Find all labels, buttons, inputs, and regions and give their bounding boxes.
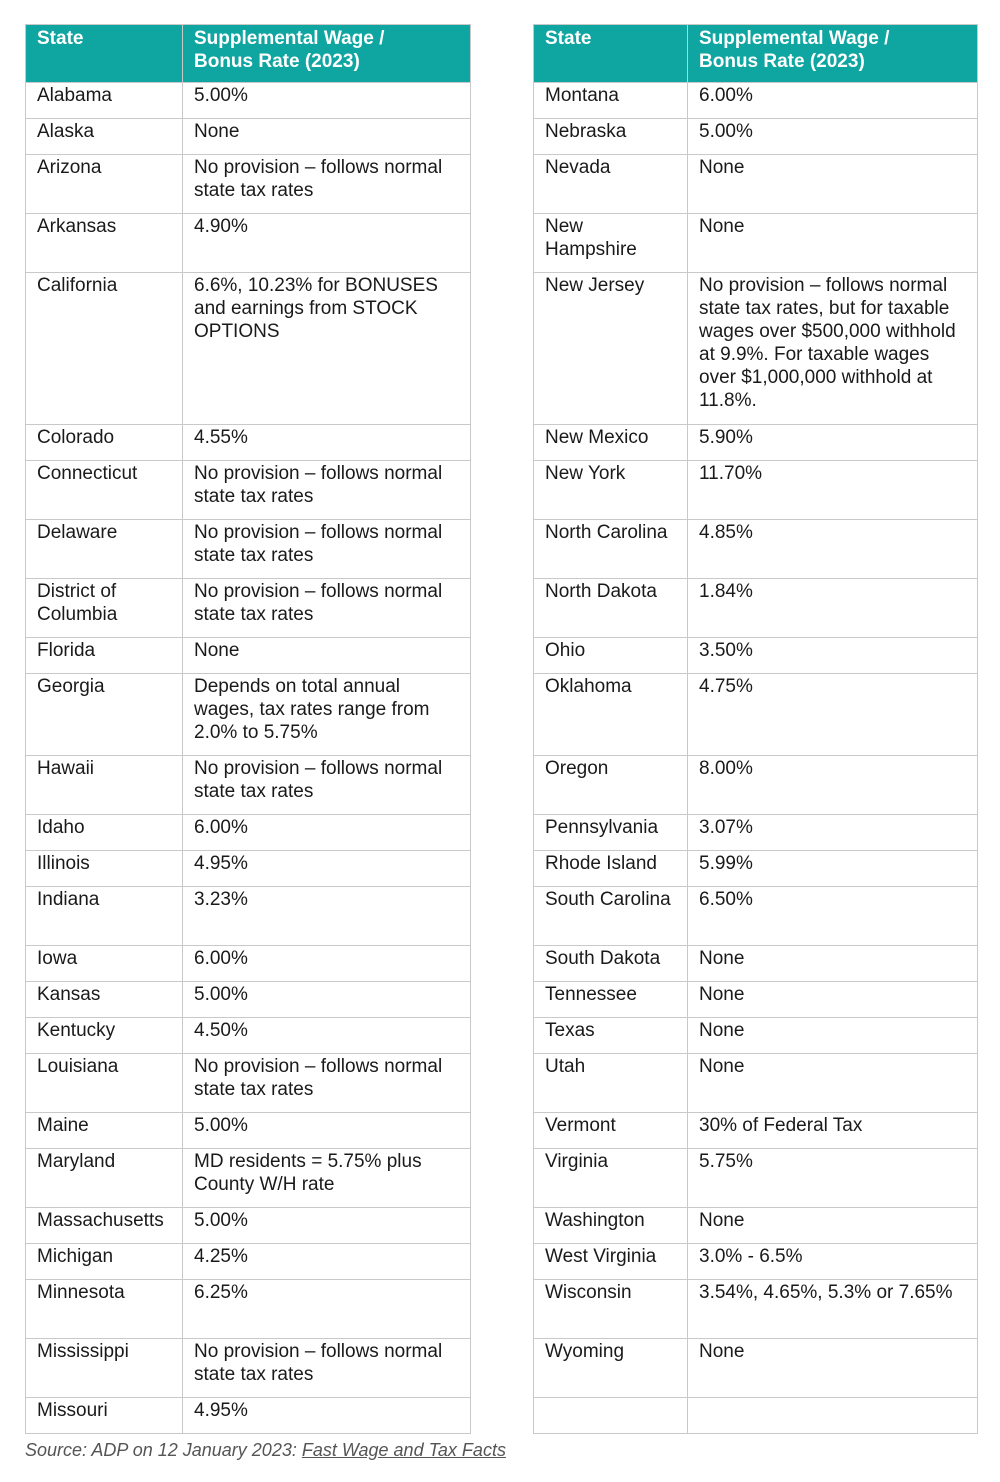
state-cell: Mississippi (26, 1339, 183, 1398)
table-row (26, 1244, 471, 1280)
rate-cell: 5.75% (688, 1149, 978, 1208)
rate-header-line1: Supplemental Wage / (194, 28, 385, 49)
state-cell: New Mexico (534, 425, 688, 461)
state-cell: Connecticut (26, 461, 183, 520)
header-row (534, 25, 978, 83)
source-note (25, 1440, 506, 1461)
rate-cell: No provision – follows normal state tax rates (183, 155, 471, 214)
state-cell: Illinois (26, 851, 183, 887)
table-row (26, 155, 471, 214)
state-cell: Idaho (26, 815, 183, 851)
rate-header-line2: Bonus Rate (2023) (194, 51, 360, 72)
rate-cell: 6.6%, 10.23% for BONUSES and earnings from STOCK OPTIONS (183, 273, 471, 425)
state-cell: Indiana (26, 887, 183, 946)
table-row (534, 1280, 978, 1339)
state-cell: Delaware (26, 520, 183, 579)
state-cell: Hawaii (26, 756, 183, 815)
rate-cell: None (688, 214, 978, 273)
table-row (26, 815, 471, 851)
rate-cell: None (183, 638, 471, 674)
rate-cell: None (688, 1054, 978, 1113)
state-cell: Kansas (26, 982, 183, 1018)
state-cell: Kentucky (26, 1018, 183, 1054)
rate-cell: 5.00% (688, 119, 978, 155)
state-cell: Florida (26, 638, 183, 674)
table-row (534, 155, 978, 214)
table-row (534, 851, 978, 887)
state-cell: North Carolina (534, 520, 688, 579)
table-row (26, 982, 471, 1018)
state-cell: Wisconsin (534, 1280, 688, 1339)
rate-cell: No provision – follows normal state tax rates (183, 520, 471, 579)
rate-cell: 30% of Federal Tax (688, 1113, 978, 1149)
state-cell: Utah (534, 1054, 688, 1113)
rate-cell: No provision – follows normal state tax rates (183, 756, 471, 815)
state-cell: North Dakota (534, 579, 688, 638)
table-row (534, 520, 978, 579)
bonus-rate-table-left (25, 24, 471, 1434)
state-cell: Colorado (26, 425, 183, 461)
table-row (26, 273, 471, 425)
state-cell: Tennessee (534, 982, 688, 1018)
rate-cell: None (688, 982, 978, 1018)
rate-cell: 3.50% (688, 638, 978, 674)
table-row (26, 119, 471, 155)
rate-cell: 6.00% (183, 946, 471, 982)
state-cell: California (26, 273, 183, 425)
table-row (26, 887, 471, 946)
state-cell: Massachusetts (26, 1208, 183, 1244)
header-row (26, 25, 471, 83)
table-row (534, 946, 978, 982)
table-row (26, 425, 471, 461)
table-row (534, 579, 978, 638)
source-prefix: Source: ADP on 12 January 2023: (25, 1440, 302, 1460)
rate-cell: 4.75% (688, 674, 978, 756)
rate-cell: 1.84% (688, 579, 978, 638)
rate-cell: 5.99% (688, 851, 978, 887)
table-row (534, 1149, 978, 1208)
rate-cell: 3.54%, 4.65%, 5.3% or 7.65% (688, 1280, 978, 1339)
rate-cell: No provision – follows normal state tax rates (183, 579, 471, 638)
state-cell: Arizona (26, 155, 183, 214)
rate-cell: No provision – follows normal state tax rates, but for taxable wages over $500,000 withhold at 9.9%. For taxable wages over $1,000,000 withhold at 11.8%. (688, 273, 978, 425)
rate-cell: 6.00% (183, 815, 471, 851)
source-link[interactable]: Fast Wage and Tax Facts (301, 1440, 506, 1460)
table-row (534, 1339, 978, 1398)
state-cell: Oregon (534, 756, 688, 815)
state-cell: Iowa (26, 946, 183, 982)
state-cell: Missouri (26, 1398, 183, 1434)
table-row (26, 851, 471, 887)
rate-cell: None (688, 946, 978, 982)
table-row (534, 1244, 978, 1280)
table-row (534, 674, 978, 756)
rate-cell: No provision – follows normal state tax rates (183, 461, 471, 520)
rate-cell: 4.95% (183, 1398, 471, 1434)
state-cell: Vermont (534, 1113, 688, 1149)
table-row (26, 1113, 471, 1149)
state-cell: Rhode Island (534, 851, 688, 887)
table-row (26, 1018, 471, 1054)
state-cell: Alaska (26, 119, 183, 155)
rate-cell: 5.90% (688, 425, 978, 461)
rate-cell: 4.55% (183, 425, 471, 461)
table-row (534, 425, 978, 461)
rate-cell: 5.00% (183, 982, 471, 1018)
state-cell: Pennsylvania (534, 815, 688, 851)
rate-cell: 4.50% (183, 1018, 471, 1054)
table-row (534, 638, 978, 674)
table-row (26, 1398, 471, 1434)
rate-column-header (688, 25, 978, 83)
rate-header-line2: Bonus Rate (2023) (699, 51, 865, 72)
state-cell: Wyoming (534, 1339, 688, 1398)
rate-cell: None (688, 1208, 978, 1244)
state-cell: New York (534, 461, 688, 520)
rate-cell: 5.00% (183, 83, 471, 119)
table-row (26, 83, 471, 119)
state-cell: New Jersey (534, 273, 688, 425)
state-cell: Nevada (534, 155, 688, 214)
rate-cell: 6.00% (688, 83, 978, 119)
table-row (534, 756, 978, 815)
rate-cell: 4.25% (183, 1244, 471, 1280)
table-row (534, 214, 978, 273)
state-cell: South Dakota (534, 946, 688, 982)
table-row (534, 83, 978, 119)
rate-header-line1: Supplemental Wage / (699, 28, 890, 49)
rate-cell: None (183, 119, 471, 155)
rate-cell: 3.23% (183, 887, 471, 946)
table-row (26, 946, 471, 982)
rate-cell: 6.25% (183, 1280, 471, 1339)
state-column-header: State (534, 25, 688, 83)
table-row (26, 1054, 471, 1113)
table-row (26, 1208, 471, 1244)
rate-cell: MD residents = 5.75% plus County W/H rate (183, 1149, 471, 1208)
rate-cell: No provision – follows normal state tax rates (183, 1054, 471, 1113)
table-row (534, 982, 978, 1018)
table-row (26, 1149, 471, 1208)
state-cell: District of Columbia (26, 579, 183, 638)
table-row (534, 1054, 978, 1113)
table-row (26, 674, 471, 756)
table-row (534, 1113, 978, 1149)
rate-cell: No provision – follows normal state tax rates (183, 1339, 471, 1398)
rate-cell (688, 1398, 978, 1434)
rate-cell: None (688, 155, 978, 214)
rate-cell: 11.70% (688, 461, 978, 520)
table-row (534, 1018, 978, 1054)
table-row (534, 815, 978, 851)
bonus-rate-table-right (533, 24, 978, 1434)
state-column-header: State (26, 25, 183, 83)
rate-column-header (183, 25, 471, 83)
state-cell: Montana (534, 83, 688, 119)
state-cell: Arkansas (26, 214, 183, 273)
state-cell: Texas (534, 1018, 688, 1054)
state-cell: Georgia (26, 674, 183, 756)
table-row (26, 214, 471, 273)
table-row (26, 638, 471, 674)
state-cell (534, 1398, 688, 1434)
rate-cell: Depends on total annual wages, tax rates range from 2.0% to 5.75% (183, 674, 471, 756)
rate-cell: 4.95% (183, 851, 471, 887)
rate-cell: 8.00% (688, 756, 978, 815)
state-cell: Oklahoma (534, 674, 688, 756)
state-cell: Louisiana (26, 1054, 183, 1113)
rate-cell: 3.07% (688, 815, 978, 851)
table-row (26, 520, 471, 579)
state-cell: Maryland (26, 1149, 183, 1208)
state-cell: Virginia (534, 1149, 688, 1208)
state-cell: South Carolina (534, 887, 688, 946)
table-row (534, 461, 978, 520)
rate-cell: None (688, 1018, 978, 1054)
rate-cell: 4.90% (183, 214, 471, 273)
state-cell: Ohio (534, 638, 688, 674)
table-row (26, 461, 471, 520)
state-cell: Minnesota (26, 1280, 183, 1339)
state-cell: Washington (534, 1208, 688, 1244)
rate-cell: None (688, 1339, 978, 1398)
state-cell: Alabama (26, 83, 183, 119)
table-row (534, 1398, 978, 1434)
state-cell: New Hampshire (534, 214, 688, 273)
rate-cell: 5.00% (183, 1208, 471, 1244)
state-cell: Michigan (26, 1244, 183, 1280)
rate-cell: 3.0% - 6.5% (688, 1244, 978, 1280)
table-row (26, 1339, 471, 1398)
table-row (26, 1280, 471, 1339)
table-row (534, 887, 978, 946)
table-row (26, 579, 471, 638)
rate-cell: 4.85% (688, 520, 978, 579)
table-row (534, 1208, 978, 1244)
rate-cell: 5.00% (183, 1113, 471, 1149)
table-row (534, 273, 978, 425)
state-cell: Nebraska (534, 119, 688, 155)
rate-cell: 6.50% (688, 887, 978, 946)
state-cell: Maine (26, 1113, 183, 1149)
table-row (534, 119, 978, 155)
state-cell: West Virginia (534, 1244, 688, 1280)
table-row (26, 756, 471, 815)
